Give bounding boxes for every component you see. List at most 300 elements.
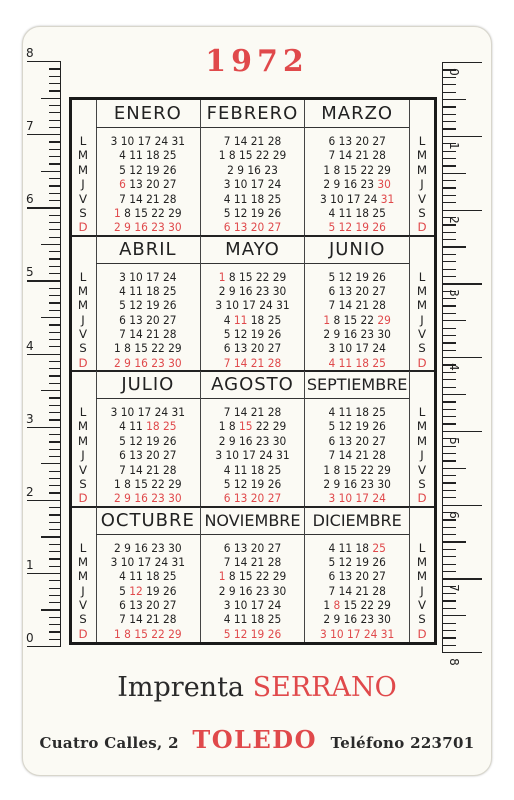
- day-number: 4: [223, 191, 231, 206]
- day-number: 8: [228, 419, 236, 434]
- ruler-tick: [49, 215, 61, 216]
- day-letter: M: [416, 298, 428, 313]
- day-number: 26: [372, 419, 386, 434]
- ruler-tick: [442, 578, 482, 579]
- ruler-tick: [49, 266, 61, 267]
- day-number: 28: [372, 583, 386, 598]
- day-letters-left: [72, 270, 94, 371]
- ruler-tick: [442, 151, 456, 152]
- day-number: 18: [250, 612, 265, 627]
- day-number: 21: [146, 462, 160, 477]
- week-row: [201, 327, 305, 341]
- day-number: 23: [255, 433, 270, 448]
- day-number: 26: [163, 583, 177, 598]
- day-letter: D: [417, 491, 427, 506]
- ruler-tick: [49, 332, 61, 333]
- ruler-tick: [442, 232, 456, 233]
- day-number: 16: [134, 491, 148, 506]
- ruler-tick: [442, 652, 482, 653]
- day-number: 29: [377, 462, 391, 477]
- ruler-tick: [442, 350, 456, 351]
- day-letter: M: [77, 148, 89, 163]
- day-number: 23: [360, 177, 375, 192]
- day-letter: J: [420, 448, 424, 463]
- day-letters-right: [411, 541, 433, 642]
- month-diciembre: [305, 507, 410, 643]
- day-number: 20: [355, 134, 369, 148]
- day-number: 13: [233, 540, 248, 555]
- week-row: [201, 541, 305, 555]
- ruler-tick: [442, 313, 456, 314]
- day-letter: M: [77, 554, 89, 569]
- day-number: 31: [276, 298, 290, 313]
- phone: Teléfono 223701: [330, 734, 475, 752]
- day-number: 13: [233, 341, 248, 356]
- week-row: [96, 270, 200, 284]
- week-row: [96, 148, 200, 162]
- ruler-tick: [442, 158, 456, 159]
- day-number: 29: [377, 162, 391, 177]
- day-number: 12: [129, 583, 143, 598]
- day-number: 16: [343, 476, 358, 491]
- day-number: 4: [223, 612, 231, 627]
- ruler-number: 8: [446, 658, 461, 666]
- day-number: 18: [146, 419, 160, 434]
- ruler-tick: [442, 623, 456, 624]
- day-number: 17: [355, 491, 369, 506]
- day-number: 22: [360, 162, 375, 177]
- day-number: 23: [151, 540, 165, 555]
- ruler-tick: [442, 556, 456, 557]
- ruler-tick: [49, 405, 61, 406]
- ruler-number: 6: [26, 192, 34, 207]
- day-letter: D: [78, 220, 88, 235]
- day-number: 20: [355, 569, 369, 584]
- day-number: 12: [233, 205, 248, 220]
- week-row: [201, 463, 305, 477]
- ruler-tick: [442, 431, 482, 432]
- ruler-tick: [442, 180, 456, 181]
- day-number: 3: [215, 448, 223, 463]
- week-row: [305, 270, 409, 284]
- day-number: 17: [347, 191, 361, 206]
- ruler-number: 6: [446, 510, 461, 519]
- month-marzo: [305, 100, 410, 236]
- day-number: 7: [328, 583, 336, 598]
- day-number: 21: [146, 327, 160, 342]
- day-number: 27: [163, 312, 177, 327]
- left-ruler: [24, 46, 64, 650]
- month-julio: [96, 371, 201, 507]
- day-number: 24: [267, 177, 282, 192]
- day-letter: V: [417, 462, 427, 477]
- ruler-tick: [442, 637, 456, 638]
- printer-name: [0, 672, 514, 703]
- day-number: 20: [146, 312, 160, 327]
- ruler-tick: [442, 482, 456, 483]
- month-days: [201, 270, 305, 371]
- day-letter: V: [78, 462, 88, 477]
- day-number: 1: [323, 312, 331, 327]
- ruler-tick: [49, 617, 61, 618]
- month-days: [305, 270, 409, 371]
- day-number: 3: [319, 626, 327, 641]
- week-row: [305, 298, 409, 312]
- week-row: [96, 134, 200, 148]
- day-number: 2: [218, 433, 226, 448]
- day-number: 2: [323, 476, 331, 491]
- month-name: SEPTIEMBRE: [305, 371, 409, 399]
- day-number: 25: [163, 283, 177, 298]
- day-number: 5: [119, 162, 126, 177]
- day-number: 25: [372, 355, 386, 370]
- day-letter: M: [77, 162, 89, 177]
- ruler-number: 7: [26, 119, 34, 134]
- week-row: [201, 163, 305, 177]
- ruler-tick: [442, 62, 482, 63]
- printer-brand: SERRANO: [252, 672, 397, 703]
- ruler-tick: [442, 387, 456, 388]
- day-number: 11: [129, 419, 143, 434]
- day-number: 30: [168, 220, 182, 235]
- day-number: 13: [338, 283, 353, 298]
- day-number: 20: [250, 540, 265, 555]
- ruler-tick: [49, 310, 61, 311]
- week-row: [96, 177, 200, 191]
- ruler-number: 0: [26, 631, 34, 645]
- day-number: 26: [372, 220, 386, 235]
- day-number: 7: [328, 148, 336, 163]
- day-number: 20: [146, 177, 160, 192]
- week-row: [201, 477, 305, 491]
- ruler-tick: [442, 527, 456, 528]
- ruler-tick: [49, 485, 61, 486]
- day-number: 25: [372, 540, 386, 555]
- day-number: 3: [328, 491, 336, 506]
- ruler-tick: [49, 273, 61, 274]
- week-row: [96, 206, 200, 220]
- day-letter: J: [420, 177, 424, 192]
- week-row: [96, 298, 200, 312]
- day-number: 21: [250, 355, 265, 370]
- day-number: 30: [168, 491, 182, 506]
- ruler-tick: [442, 202, 456, 203]
- day-number: 16: [238, 583, 253, 598]
- week-row: [201, 270, 305, 284]
- week-row: [96, 463, 200, 477]
- ruler-tick: [41, 390, 61, 391]
- week-row: [305, 177, 409, 191]
- day-number: 29: [272, 269, 287, 284]
- day-number: 11: [233, 462, 248, 477]
- day-number: 15: [134, 341, 148, 356]
- ruler-tick: [49, 624, 61, 625]
- day-number: 9: [228, 283, 236, 298]
- ruler-tick: [41, 317, 61, 318]
- day-number: 6: [223, 220, 231, 235]
- day-number: 29: [168, 341, 182, 356]
- day-number: 4: [328, 355, 336, 370]
- ruler-tick: [49, 566, 61, 567]
- day-number: 4: [328, 405, 336, 419]
- week-row: [201, 298, 305, 312]
- day-number: 19: [250, 205, 265, 220]
- day-number: 24: [154, 405, 169, 419]
- day-number: 11: [338, 405, 353, 419]
- ruler-tick: [49, 551, 61, 552]
- day-number: 31: [380, 626, 395, 641]
- ruler-tick: [442, 136, 482, 137]
- ruler-tick: [49, 258, 61, 259]
- week-row: [96, 612, 200, 626]
- day-letter: D: [78, 355, 88, 370]
- week-row: [305, 313, 409, 327]
- day-letters-left: [72, 134, 94, 235]
- day-number: 10: [120, 554, 135, 569]
- ruler-tick: [49, 456, 61, 457]
- day-number: 30: [377, 476, 391, 491]
- week-row: [96, 541, 200, 555]
- day-number: 9: [333, 612, 341, 627]
- ruler-tick: [442, 453, 456, 454]
- month-days: [96, 541, 200, 642]
- day-number: 14: [233, 554, 248, 569]
- ruler-number: 1: [446, 141, 461, 150]
- ruler-tick: [442, 114, 456, 115]
- day-number: 20: [355, 433, 369, 448]
- day-letter: D: [78, 491, 88, 506]
- day-number: 28: [163, 612, 177, 627]
- day-number: 3: [215, 298, 223, 313]
- day-number: 20: [355, 283, 369, 298]
- week-row: [201, 206, 305, 220]
- day-number: 15: [238, 569, 253, 584]
- week-row: [201, 434, 305, 448]
- day-number: 7: [223, 554, 231, 569]
- day-number: 14: [129, 191, 143, 206]
- week-row: [201, 584, 305, 598]
- day-number: 26: [372, 269, 386, 284]
- week-row: [96, 313, 200, 327]
- day-number: 17: [242, 298, 256, 313]
- week-row: [201, 313, 305, 327]
- ruler-tick: [442, 254, 456, 255]
- day-letter: M: [77, 298, 89, 313]
- week-row: [305, 463, 409, 477]
- ruler-tick: [442, 468, 466, 469]
- day-number: 6: [328, 283, 336, 298]
- ruler-tick: [27, 354, 61, 355]
- day-number: 9: [228, 583, 236, 598]
- day-number: 24: [372, 491, 386, 506]
- day-number: 5: [223, 476, 231, 491]
- day-number: 6: [119, 448, 126, 463]
- ruler-tick: [442, 571, 456, 572]
- ruler-tick: [49, 383, 61, 384]
- day-letter: D: [417, 220, 427, 235]
- day-number: 4: [223, 312, 231, 327]
- day-letter: M: [416, 554, 428, 569]
- ruler-tick: [442, 173, 466, 174]
- week-row: [96, 598, 200, 612]
- day-number: 23: [360, 612, 375, 627]
- week-row: [305, 148, 409, 162]
- week-row: [96, 327, 200, 341]
- day-number: 1: [323, 598, 331, 613]
- day-number: 13: [233, 220, 248, 235]
- ruler-tick: [49, 156, 61, 157]
- ruler-tick: [49, 339, 61, 340]
- ruler-tick: [41, 98, 61, 99]
- week-row: [305, 405, 409, 419]
- day-letter: S: [418, 341, 426, 356]
- month-septiembre: [305, 371, 410, 507]
- ruler-tick: [442, 276, 456, 277]
- day-number: 27: [372, 283, 386, 298]
- day-number: 8: [124, 476, 131, 491]
- day-number: 11: [233, 312, 248, 327]
- day-number: 9: [237, 162, 245, 177]
- day-number: 17: [146, 269, 160, 284]
- day-number: 10: [120, 405, 135, 419]
- day-number: 26: [163, 162, 177, 177]
- ruler-tick: [49, 514, 61, 515]
- month-days: [96, 270, 200, 371]
- ruler-tick: [442, 106, 456, 107]
- day-number: 13: [129, 598, 143, 613]
- day-number: 1: [114, 205, 121, 220]
- ruler-tick: [442, 497, 456, 498]
- week-row: [96, 192, 200, 206]
- week-row: [201, 356, 305, 370]
- day-number: 4: [119, 419, 126, 434]
- ruler-tick: [49, 478, 61, 479]
- day-number: 27: [372, 569, 386, 584]
- ruler-tick: [49, 397, 61, 398]
- ruler-number: 1: [26, 557, 34, 572]
- day-letter: S: [79, 476, 87, 491]
- ruler-tick: [442, 600, 456, 601]
- day-number: 10: [225, 448, 239, 463]
- day-number: 25: [372, 205, 386, 220]
- week-row: [305, 220, 409, 234]
- day-number: 22: [151, 341, 165, 356]
- day-number: 28: [163, 327, 177, 342]
- day-number: 9: [333, 327, 341, 342]
- day-number: 30: [272, 583, 287, 598]
- day-letter: S: [418, 612, 426, 627]
- day-number: 21: [355, 448, 369, 463]
- day-number: 3: [110, 405, 118, 419]
- week-row: [305, 341, 409, 355]
- ruler-tick: [49, 76, 61, 77]
- day-number: 29: [168, 205, 182, 220]
- day-number: 21: [250, 405, 265, 419]
- day-number: 20: [250, 491, 265, 506]
- month-days: [305, 405, 409, 506]
- day-number: 20: [250, 341, 265, 356]
- day-number: 20: [146, 448, 160, 463]
- month-days: [305, 134, 409, 235]
- week-row: [96, 341, 200, 355]
- day-number: 9: [228, 433, 236, 448]
- day-number: 25: [267, 191, 282, 206]
- day-number: 24: [259, 298, 273, 313]
- ruler-tick: [49, 412, 61, 413]
- day-number: 5: [119, 583, 126, 598]
- day-number: 6: [119, 177, 126, 192]
- ruler-number: 7: [446, 584, 461, 593]
- day-number: 30: [272, 283, 287, 298]
- ruler-tick: [49, 595, 61, 596]
- day-number: 6: [328, 569, 336, 584]
- day-number: 23: [255, 283, 270, 298]
- week-row: [201, 177, 305, 191]
- day-number: 22: [151, 476, 165, 491]
- ruler-tick: [442, 84, 456, 85]
- day-number: 12: [129, 162, 143, 177]
- day-number: 27: [267, 540, 282, 555]
- day-number: 19: [250, 626, 265, 641]
- day-number: 11: [338, 205, 353, 220]
- day-number: 1: [218, 269, 226, 284]
- day-number: 31: [171, 405, 185, 419]
- day-number: 31: [276, 448, 290, 463]
- ruler-tick: [49, 163, 61, 164]
- day-number: 10: [338, 491, 353, 506]
- day-number: 4: [223, 462, 231, 477]
- month-name: ABRIL: [96, 236, 200, 264]
- day-number: 29: [377, 312, 391, 327]
- ruler-tick: [442, 92, 456, 93]
- day-letters-left: [72, 405, 94, 506]
- day-number: 11: [338, 540, 353, 555]
- day-number: 15: [134, 205, 148, 220]
- ruler-number: 3: [446, 289, 461, 298]
- day-number: 8: [333, 598, 341, 613]
- day-number: 28: [163, 462, 177, 477]
- ruler-tick: [49, 324, 61, 325]
- day-number: 8: [333, 312, 341, 327]
- ruler-tick: [41, 171, 61, 172]
- week-row: [305, 448, 409, 462]
- day-number: 7: [223, 134, 231, 148]
- day-number: 13: [338, 433, 353, 448]
- day-number: 2: [114, 540, 121, 555]
- month-agosto: [201, 371, 306, 507]
- week-row: [96, 356, 200, 370]
- day-number: 21: [250, 554, 265, 569]
- day-number: 16: [238, 433, 253, 448]
- day-letter: J: [81, 448, 85, 463]
- day-letter: M: [416, 148, 428, 163]
- day-number: 14: [338, 448, 353, 463]
- day-number: 16: [134, 540, 148, 555]
- ruler-number: 0: [446, 68, 461, 76]
- day-number: 17: [242, 448, 256, 463]
- day-number: 8: [228, 148, 236, 163]
- day-number: 21: [355, 583, 369, 598]
- day-number: 2: [114, 491, 121, 506]
- week-row: [201, 448, 305, 462]
- month-days: [201, 541, 305, 642]
- month-days: [201, 405, 305, 506]
- ruler-tick: [27, 61, 61, 62]
- day-number: 3: [110, 134, 118, 148]
- month-febrero: [201, 100, 306, 236]
- ruler-tick: [49, 602, 61, 603]
- day-number: 24: [267, 598, 282, 613]
